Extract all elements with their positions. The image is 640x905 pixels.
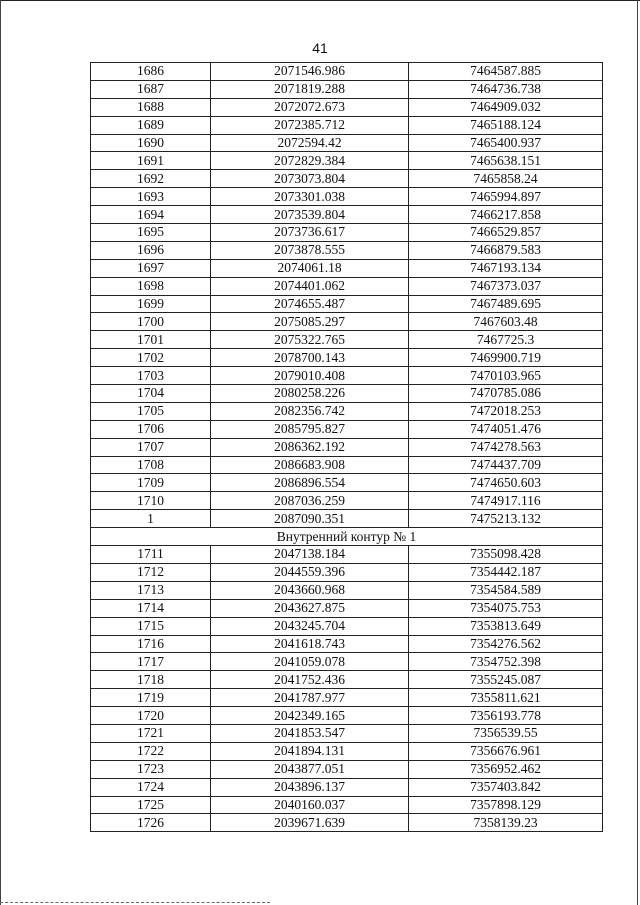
page-border-right	[637, 0, 638, 905]
point-number-cell: 1	[91, 510, 211, 528]
x-coordinate-cell: 2072072.673	[211, 98, 409, 116]
x-coordinate-cell: 2086362.192	[211, 438, 409, 456]
y-coordinate-cell: 7355098.428	[409, 546, 603, 564]
table-row	[91, 188, 603, 206]
coordinates-table	[90, 62, 603, 832]
point-number-cell: 1708	[91, 456, 211, 474]
y-coordinate-cell: 7466217.858	[409, 206, 603, 224]
point-number-cell: 1705	[91, 402, 211, 420]
table-row	[91, 474, 603, 492]
y-coordinate-cell: 7465188.124	[409, 116, 603, 134]
y-coordinate-cell: 7356193.778	[409, 707, 603, 725]
x-coordinate-cell: 2072829.384	[211, 152, 409, 170]
point-number-cell: 1697	[91, 259, 211, 277]
table-row	[91, 331, 603, 349]
y-coordinate-cell: 7474051.476	[409, 420, 603, 438]
table-row	[91, 581, 603, 599]
x-coordinate-cell: 2041752.436	[211, 671, 409, 689]
table-row	[91, 671, 603, 689]
point-number-cell: 1692	[91, 170, 211, 188]
table-row	[91, 724, 603, 742]
table-row	[91, 385, 603, 403]
point-number-cell: 1706	[91, 420, 211, 438]
table-row	[91, 778, 603, 796]
point-number-cell: 1713	[91, 581, 211, 599]
table-row	[91, 63, 603, 81]
table-row	[91, 259, 603, 277]
y-coordinate-cell: 7356539.55	[409, 724, 603, 742]
x-coordinate-cell: 2074061.18	[211, 259, 409, 277]
point-number-cell: 1689	[91, 116, 211, 134]
point-number-cell: 1686	[91, 63, 211, 81]
x-coordinate-cell: 2041618.743	[211, 635, 409, 653]
x-coordinate-cell: 2087090.351	[211, 510, 409, 528]
x-coordinate-cell: 2086896.554	[211, 474, 409, 492]
y-coordinate-cell: 7355811.621	[409, 689, 603, 707]
y-coordinate-cell: 7356952.462	[409, 760, 603, 778]
table-row	[91, 546, 603, 564]
point-number-cell: 1718	[91, 671, 211, 689]
table-row	[91, 295, 603, 313]
y-coordinate-cell: 7353813.649	[409, 617, 603, 635]
point-number-cell: 1709	[91, 474, 211, 492]
x-coordinate-cell: 2082356.742	[211, 402, 409, 420]
point-number-cell: 1726	[91, 814, 211, 832]
table-row	[91, 492, 603, 510]
point-number-cell: 1695	[91, 224, 211, 242]
table-row	[91, 80, 603, 98]
x-coordinate-cell: 2043245.704	[211, 617, 409, 635]
y-coordinate-cell: 7464587.885	[409, 63, 603, 81]
point-number-cell: 1723	[91, 760, 211, 778]
table-row	[91, 98, 603, 116]
x-coordinate-cell: 2041059.078	[211, 653, 409, 671]
x-coordinate-cell: 2039671.639	[211, 814, 409, 832]
table-row	[91, 438, 603, 456]
table-row	[91, 367, 603, 385]
y-coordinate-cell: 7464736.738	[409, 80, 603, 98]
table-row	[91, 760, 603, 778]
table-row	[91, 402, 603, 420]
y-coordinate-cell: 7474437.709	[409, 456, 603, 474]
y-coordinate-cell: 7465400.937	[409, 134, 603, 152]
page-border-top	[0, 0, 640, 1]
y-coordinate-cell: 7465858.24	[409, 170, 603, 188]
y-coordinate-cell: 7357403.842	[409, 778, 603, 796]
point-number-cell: 1701	[91, 331, 211, 349]
y-coordinate-cell: 7474278.563	[409, 438, 603, 456]
x-coordinate-cell: 2072385.712	[211, 116, 409, 134]
point-number-cell: 1702	[91, 349, 211, 367]
y-coordinate-cell: 7358139.23	[409, 814, 603, 832]
y-coordinate-cell: 7355245.087	[409, 671, 603, 689]
x-coordinate-cell: 2041853.547	[211, 724, 409, 742]
point-number-cell: 1716	[91, 635, 211, 653]
x-coordinate-cell: 2073539.804	[211, 206, 409, 224]
point-number-cell: 1717	[91, 653, 211, 671]
y-coordinate-cell: 7467373.037	[409, 277, 603, 295]
x-coordinate-cell: 2044559.396	[211, 563, 409, 581]
y-coordinate-cell: 7470785.086	[409, 385, 603, 403]
table-row	[91, 134, 603, 152]
x-coordinate-cell: 2073736.617	[211, 224, 409, 242]
x-coordinate-cell: 2074401.062	[211, 277, 409, 295]
table-row	[91, 313, 603, 331]
page-number: 41	[312, 40, 328, 56]
x-coordinate-cell: 2041787.977	[211, 689, 409, 707]
point-number-cell: 1699	[91, 295, 211, 313]
point-number-cell: 1703	[91, 367, 211, 385]
y-coordinate-cell: 7354075.753	[409, 599, 603, 617]
table-row	[91, 563, 603, 581]
y-coordinate-cell: 7467725.3	[409, 331, 603, 349]
y-coordinate-cell: 7474917.116	[409, 492, 603, 510]
point-number-cell: 1688	[91, 98, 211, 116]
table-row	[91, 617, 603, 635]
x-coordinate-cell: 2043877.051	[211, 760, 409, 778]
x-coordinate-cell: 2073073.804	[211, 170, 409, 188]
y-coordinate-cell: 7466879.583	[409, 241, 603, 259]
table-row	[91, 689, 603, 707]
coordinates-table-body	[91, 63, 603, 832]
table-row	[91, 599, 603, 617]
footer-separator	[0, 902, 270, 904]
point-number-cell: 1694	[91, 206, 211, 224]
x-coordinate-cell: 2043660.968	[211, 581, 409, 599]
x-coordinate-cell: 2075322.765	[211, 331, 409, 349]
x-coordinate-cell: 2041894.131	[211, 742, 409, 760]
y-coordinate-cell: 7466529.857	[409, 224, 603, 242]
point-number-cell: 1722	[91, 742, 211, 760]
point-number-cell: 1721	[91, 724, 211, 742]
point-number-cell: 1711	[91, 546, 211, 564]
y-coordinate-cell: 7467603.48	[409, 313, 603, 331]
y-coordinate-cell: 7474650.603	[409, 474, 603, 492]
y-coordinate-cell: 7465994.897	[409, 188, 603, 206]
x-coordinate-cell: 2074655.487	[211, 295, 409, 313]
y-coordinate-cell: 7357898.129	[409, 796, 603, 814]
x-coordinate-cell: 2071546.986	[211, 63, 409, 81]
y-coordinate-cell: 7354752.398	[409, 653, 603, 671]
point-number-cell: 1687	[91, 80, 211, 98]
point-number-cell: 1712	[91, 563, 211, 581]
point-number-cell: 1725	[91, 796, 211, 814]
y-coordinate-cell: 7354442.187	[409, 563, 603, 581]
table-row	[91, 420, 603, 438]
table-row	[91, 152, 603, 170]
point-number-cell: 1724	[91, 778, 211, 796]
x-coordinate-cell: 2085795.827	[211, 420, 409, 438]
table-row	[91, 796, 603, 814]
table-row	[91, 349, 603, 367]
x-coordinate-cell: 2072594.42	[211, 134, 409, 152]
point-number-cell: 1720	[91, 707, 211, 725]
point-number-cell: 1707	[91, 438, 211, 456]
y-coordinate-cell: 7472018.253	[409, 402, 603, 420]
y-coordinate-cell: 7354584.589	[409, 581, 603, 599]
table-row	[91, 277, 603, 295]
table-row	[91, 653, 603, 671]
table-row	[91, 814, 603, 832]
table-row	[91, 206, 603, 224]
x-coordinate-cell: 2078700.143	[211, 349, 409, 367]
point-number-cell: 1719	[91, 689, 211, 707]
x-coordinate-cell: 2047138.184	[211, 546, 409, 564]
x-coordinate-cell: 2040160.037	[211, 796, 409, 814]
x-coordinate-cell: 2043627.875	[211, 599, 409, 617]
y-coordinate-cell: 7465638.151	[409, 152, 603, 170]
x-coordinate-cell: 2043896.137	[211, 778, 409, 796]
point-number-cell: 1693	[91, 188, 211, 206]
y-coordinate-cell: 7467489.695	[409, 295, 603, 313]
y-coordinate-cell: 7354276.562	[409, 635, 603, 653]
table-row	[91, 241, 603, 259]
point-number-cell: 1690	[91, 134, 211, 152]
section-header-cell: Внутренний контур № 1	[91, 528, 603, 546]
x-coordinate-cell: 2071819.288	[211, 80, 409, 98]
table-row	[91, 742, 603, 760]
page-border-left	[0, 0, 1, 905]
x-coordinate-cell: 2075085.297	[211, 313, 409, 331]
table-row	[91, 707, 603, 725]
x-coordinate-cell: 2080258.226	[211, 385, 409, 403]
y-coordinate-cell: 7356676.961	[409, 742, 603, 760]
point-number-cell: 1715	[91, 617, 211, 635]
table-row	[91, 635, 603, 653]
x-coordinate-cell: 2086683.908	[211, 456, 409, 474]
y-coordinate-cell: 7470103.965	[409, 367, 603, 385]
point-number-cell: 1700	[91, 313, 211, 331]
point-number-cell: 1710	[91, 492, 211, 510]
table-row	[91, 456, 603, 474]
x-coordinate-cell: 2042349.165	[211, 707, 409, 725]
section-header-row	[91, 528, 603, 546]
point-number-cell: 1691	[91, 152, 211, 170]
x-coordinate-cell: 2073301.038	[211, 188, 409, 206]
table-row	[91, 170, 603, 188]
point-number-cell: 1714	[91, 599, 211, 617]
y-coordinate-cell: 7469900.719	[409, 349, 603, 367]
x-coordinate-cell: 2073878.555	[211, 241, 409, 259]
x-coordinate-cell: 2079010.408	[211, 367, 409, 385]
table-row	[91, 224, 603, 242]
point-number-cell: 1698	[91, 277, 211, 295]
y-coordinate-cell: 7467193.134	[409, 259, 603, 277]
point-number-cell: 1696	[91, 241, 211, 259]
y-coordinate-cell: 7464909.032	[409, 98, 603, 116]
point-number-cell: 1704	[91, 385, 211, 403]
x-coordinate-cell: 2087036.259	[211, 492, 409, 510]
y-coordinate-cell: 7475213.132	[409, 510, 603, 528]
table-row	[91, 510, 603, 528]
table-row	[91, 116, 603, 134]
